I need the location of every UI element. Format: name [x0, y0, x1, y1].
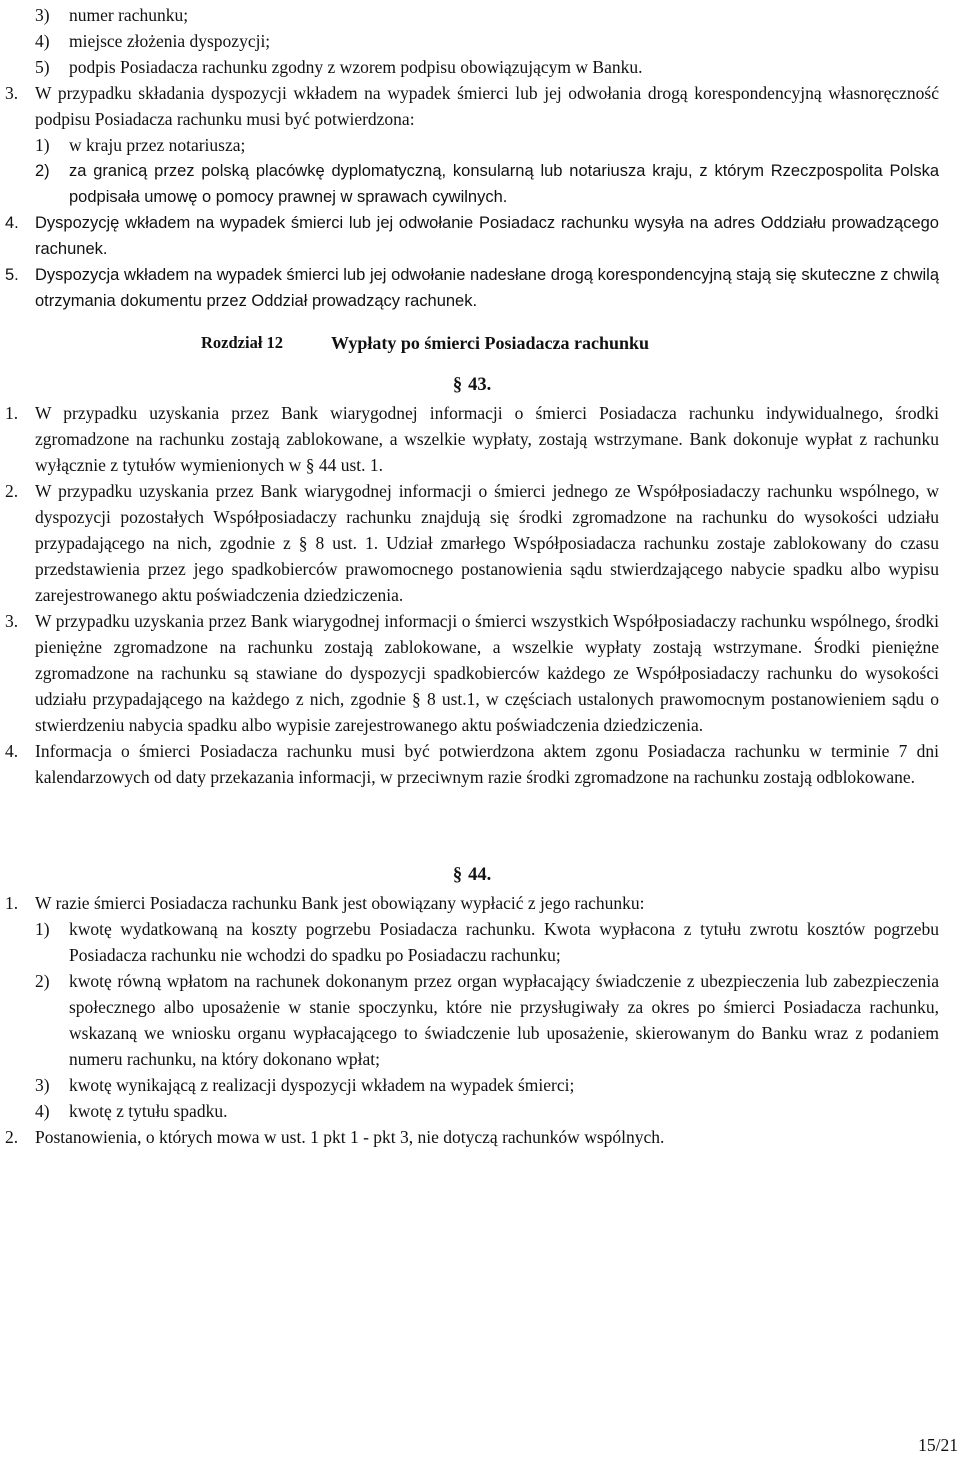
paragraph-4 [5, 210, 939, 262]
paragraph-text: Postanowienia, o których mowa w ust. 1 pkt 1 - pkt 3, nie dotyczą rachunków wspólnych. [35, 1127, 665, 1147]
chapter-heading [5, 330, 939, 356]
item-text: kwotę z tytułu spadku. [69, 1101, 228, 1121]
list-item [35, 1072, 939, 1098]
paragraph-number: 3. [5, 83, 19, 103]
item-number: 4) [35, 1101, 50, 1121]
list-item [35, 132, 939, 158]
paragraph-text: Informacja o śmierci Posiadacza rachunku musi być potwierdzona aktem zgonu Posiadacza rachunku w terminie 7 dni kalendarzowych od daty przekazania informacji, w przeciwnym razie środki zgromadzone na rachunku zostają odblokowane. [35, 741, 939, 787]
item-number: 1) [35, 919, 50, 939]
item-number: 1) [35, 135, 50, 155]
section-43-paragraph [5, 608, 939, 738]
section-symbol: § [452, 865, 463, 885]
item-text: kwotę równą wpłatom na rachunek dokonanym przez organ wypłacający świadczenie z ubezpieczenia lub zabezpieczenia społecznego albo uposażenie w stanie spoczynku, które nie przysługiwały za okres po śmierci Posiadacza rachunku, wskazaną we wniosku organu wypłacającego to świadczenie lub uposażenie, skierowanym do Banku wraz z podaniem numeru rachunku, na który dokonano wpłat; [69, 971, 939, 1069]
section-number: 44. [468, 865, 492, 885]
section-44-paragraph-2 [5, 1124, 939, 1150]
item-text: kwotę wynikającą z realizacji dyspozycji wkładem na wypadek śmierci; [69, 1075, 575, 1095]
paragraph-number: 2. [5, 481, 19, 501]
chapter-title: Wypłaty po śmierci Posiadacza rachunku [331, 333, 650, 353]
item-text: kwotę wydatkowaną na koszty pogrzebu Posiadacza rachunku. Kwota wypłacona z tytułu zwrotu kosztów pogrzebu Posiadacza rachunku nie wchodzi do spadku po Posiadaczu rachunku; [69, 919, 939, 965]
document-page [5, 2, 939, 1150]
section-44-items [5, 916, 939, 1124]
chapter-label: Rozdział 12 [201, 333, 284, 352]
paragraph-number: 1. [5, 403, 19, 423]
item-number: 4) [35, 31, 50, 51]
item-number: 3) [35, 1075, 50, 1095]
paragraph-number: 4. [5, 741, 19, 761]
paragraph-text: Dyspozycja wkładem na wypadek śmierci lub jej odwołanie nadesłane drogą korespondencyjną stają się skuteczne z chwilą otrzymania dokumentu przez Oddział prowadzący rachunek. [35, 266, 939, 310]
list-top [5, 2, 939, 80]
list-item [35, 28, 939, 54]
item-number: 5) [35, 57, 50, 77]
list-item [35, 158, 939, 210]
paragraph-text: W przypadku uzyskania przez Bank wiarygodnej informacji o śmierci jednego ze Współposiadaczy rachunku wspólnego, w dyspozycji pozostałych Współposiadaczy rachunku znajdują się środki zgromadzone na rachunku do wysokości udziału przypadającego na nich, zgodnie z § 8 ust. 1. Udział zmarłego Współposiadacza rachunku zostaje zablokowany do czasu przedstawienia przez jego spadkobierców prawomocnego postanowienia sądu stwierdzającego nabycie spadku albo wypisu zarejestrowanego aktu poświadczenia dziedziczenia. [35, 481, 939, 605]
paragraph-text: W przypadku uzyskania przez Bank wiarygodnej informacji o śmierci Posiadacza rachunku indywidualnego, środki zgromadzone na rachunku zostają zablokowane, a wszelkie wypłaty, zostają wstrzymane. Bank dokonuje wypłat z rachunku wyłącznie z tytułów wymienionych w § 44 ust. 1. [35, 403, 939, 475]
section-number: 43. [468, 375, 492, 395]
item-number: 2) [35, 162, 50, 180]
section-symbol: § [452, 375, 463, 395]
section-44-heading [5, 862, 939, 888]
item-text: za granicą przez polską placówkę dyplomatyczną, konsularną lub notariusza kraju, z którym Rzeczpospolita Polska podpisała umowę o pomocy prawnej w sprawach cywilnych. [69, 162, 939, 206]
list-item [35, 54, 939, 80]
paragraph-text: Dyspozycję wkładem na wypadek śmierci lub jej odwołanie Posiadacz rachunku wysyła na adres Oddziału prowadzącego rachunek. [35, 214, 939, 258]
item-text: w kraju przez notariusza; [69, 135, 246, 155]
paragraph-text: W przypadku uzyskania przez Bank wiarygodnej informacji o śmierci wszystkich Współposiadaczy rachunku wspólnego, środki pieniężne zgromadzone na rachunku zostają zablokowane, a wszelkie wypłaty zostają wstrzymane. Środki pieniężne zgromadzone na rachunku są stawiane do dyspozycji spadkobierców każdego ze Współposiadaczy rachunku do wysokości udziału przypadającego na każdego z nich, zgodnie § 8 ust.1, w częściach ustalonych prawomocnym postanowieniem sądu o stwierdzeniu nabycia spadku albo wypisie zarejestrowanego aktu poświadczenia dziedziczenia. [35, 611, 939, 735]
item-text: podpis Posiadacza rachunku zgodny z wzorem podpisu obowiązującym w Banku. [69, 57, 643, 77]
section-43-heading [5, 372, 939, 398]
item-number: 3) [35, 5, 50, 25]
section-44-paragraph-1 [5, 890, 939, 916]
list-item [35, 968, 939, 1072]
paragraph-number: 3. [5, 611, 19, 631]
section-43-paragraph [5, 478, 939, 608]
section-43-paragraph [5, 400, 939, 478]
list-item [35, 916, 939, 968]
paragraph-number: 1. [5, 893, 19, 913]
paragraph-3-items [5, 132, 939, 210]
item-number: 2) [35, 971, 50, 991]
item-text: miejsce złożenia dyspozycji; [69, 31, 271, 51]
paragraph-3 [5, 80, 939, 132]
paragraph-number: 5. [5, 266, 19, 284]
section-43-paragraph [5, 738, 939, 790]
list-item [35, 2, 939, 28]
spacer [5, 790, 939, 852]
page-number: 15/21 [918, 1435, 958, 1455]
paragraph-number: 4. [5, 214, 19, 232]
paragraph-text: W razie śmierci Posiadacza rachunku Bank jest obowiązany wypłacić z jego rachunku: [35, 893, 645, 913]
item-text: numer rachunku; [69, 5, 189, 25]
paragraph-5 [5, 262, 939, 314]
paragraph-number: 2. [5, 1127, 19, 1147]
paragraph-text: W przypadku składania dyspozycji wkładem na wypadek śmierci lub jej odwołania drogą korespondencyjną własnoręczność podpisu Posiadacza rachunku musi być potwierdzona: [35, 83, 939, 129]
list-item [35, 1098, 939, 1124]
